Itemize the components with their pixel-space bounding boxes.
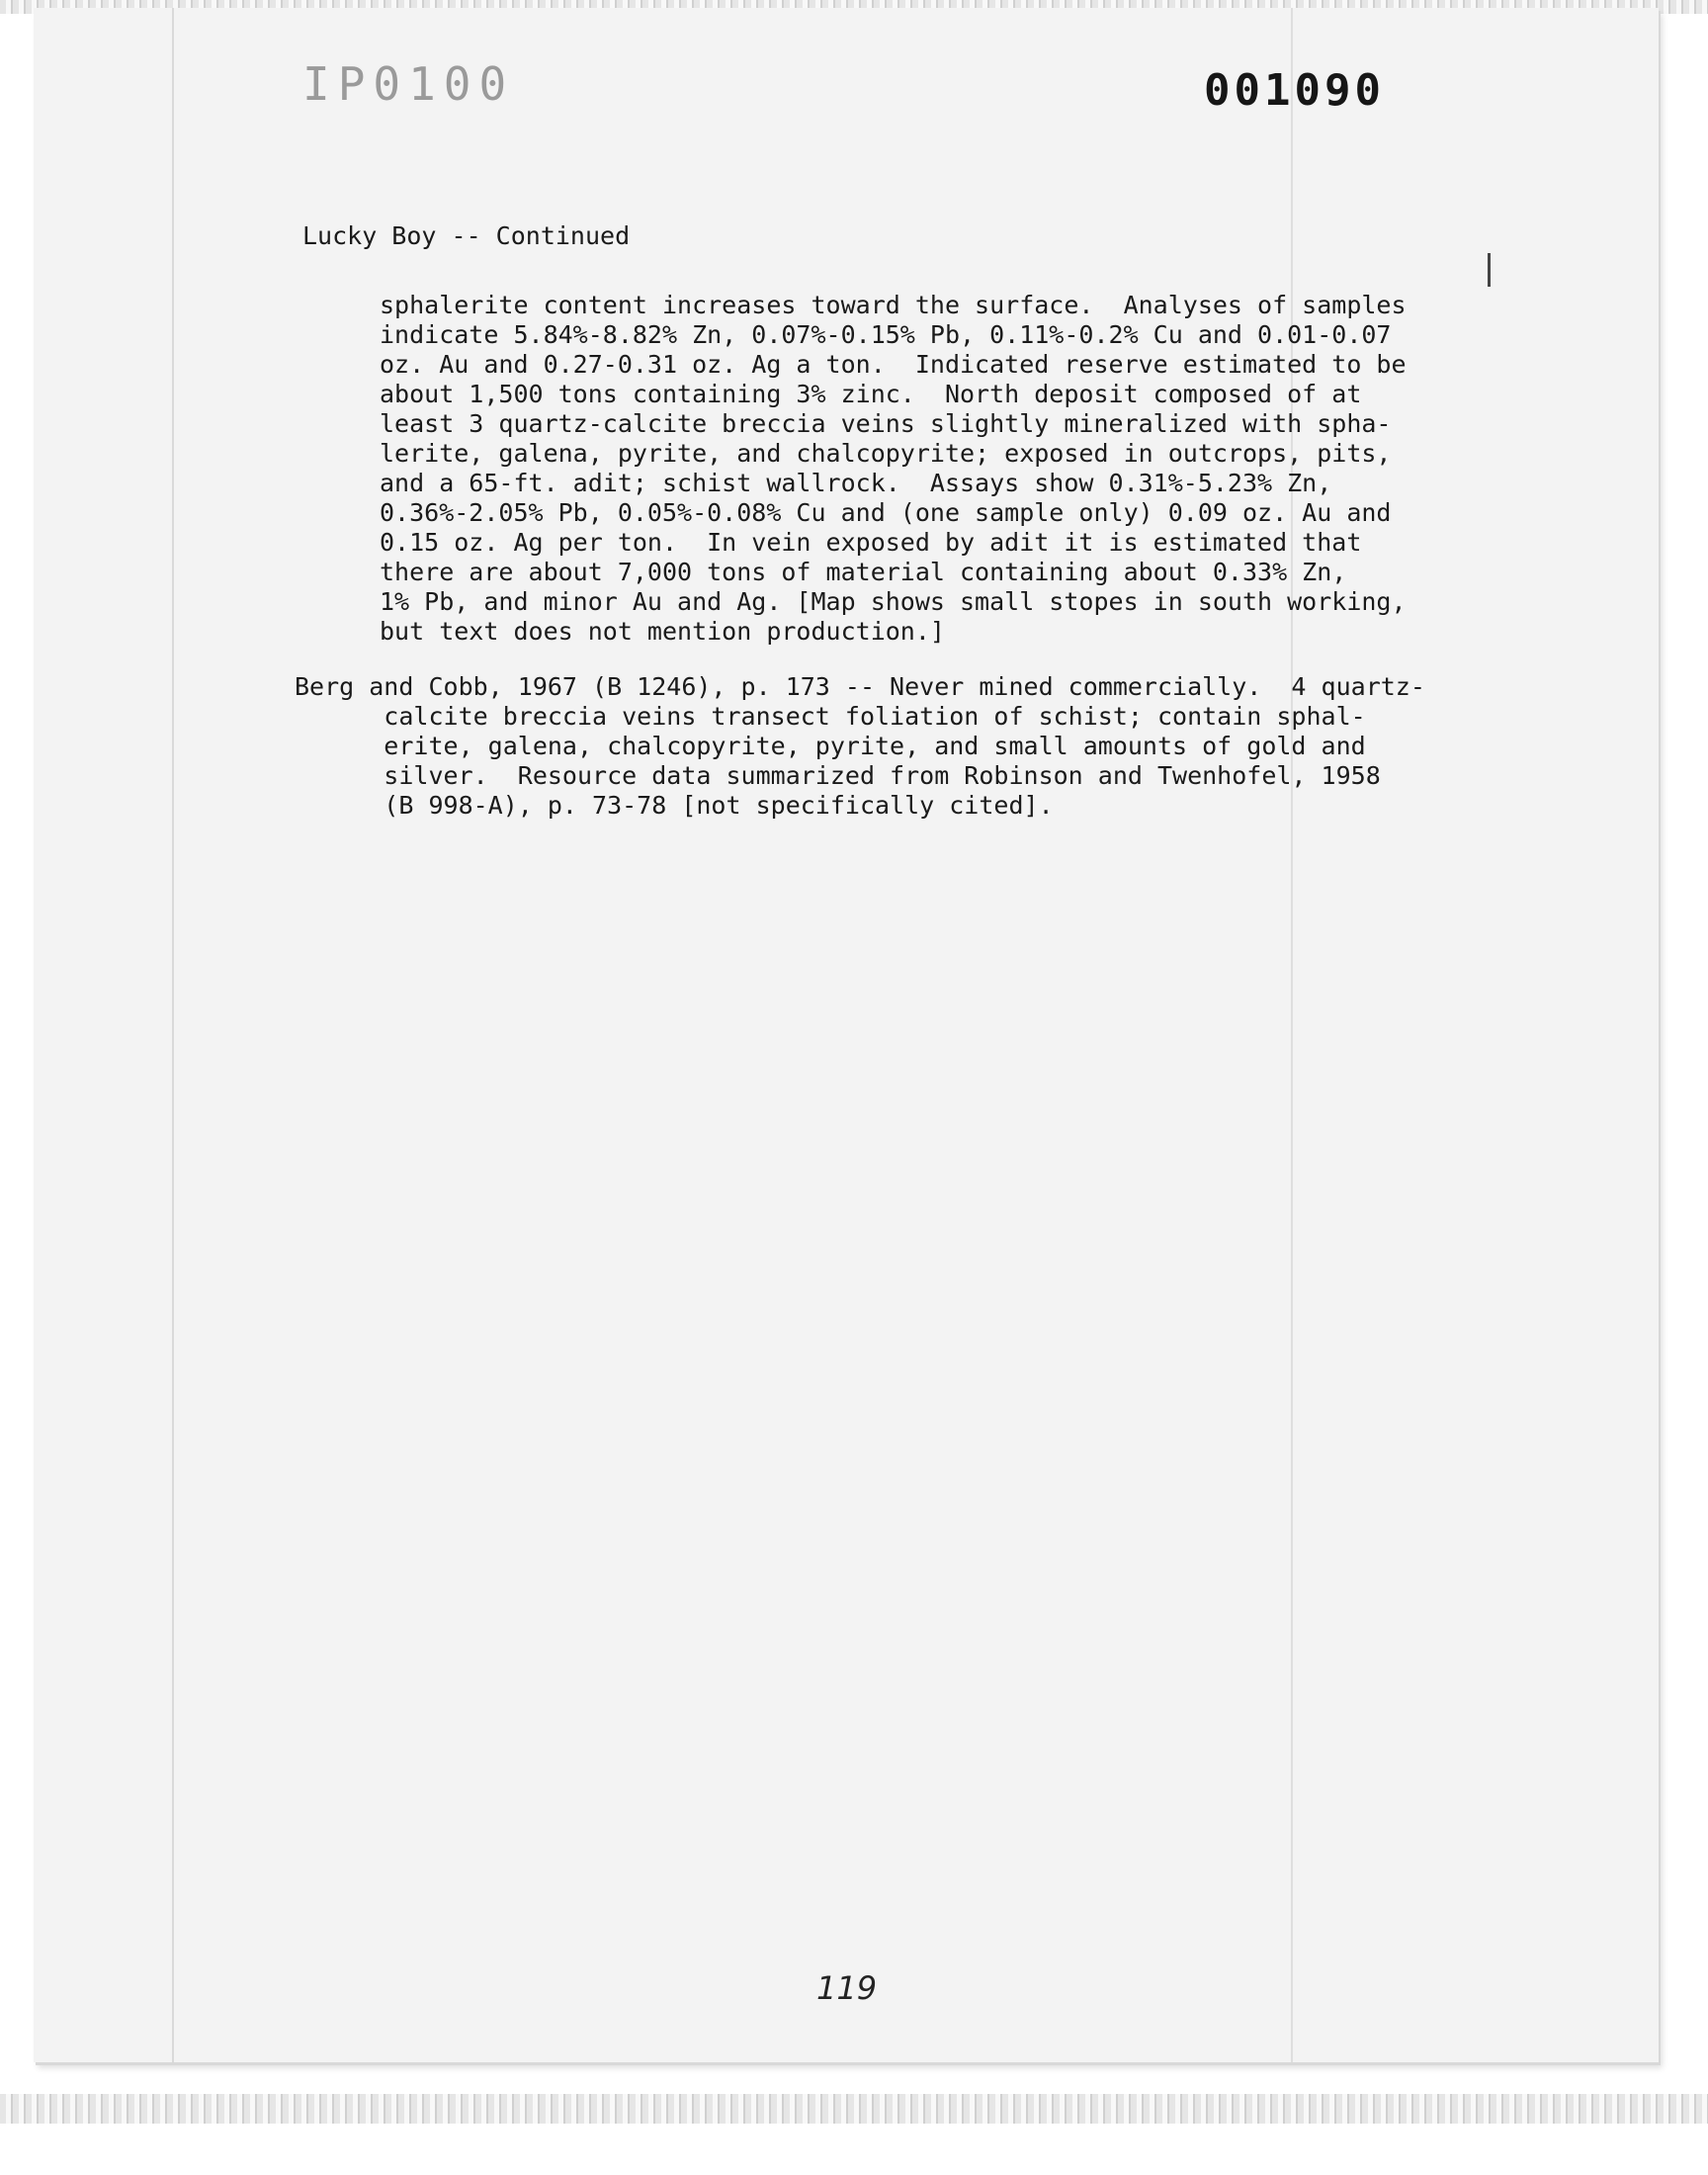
header-stamp-left: IP0100 bbox=[302, 57, 515, 111]
paragraph-continued: sphalerite content increases toward the surface. Analyses of samples indicate 5.84%-8.82% Zn, 0.07%-0.15% Pb, 0.11%-0.2% Cu and 0.01-0.07 oz. Au and 0.27-0.31 oz. Ag a ton. Indicated reserve estimated to be about 1,500 tons containing 3% zinc. North deposit composed of at least 3 quartz-calcite breccia veins slightly mineralized with spha- lerite, galena, pyrite, and chalcopyrite; exposed in outcrops, pits, and a 65-ft. adit; schist wallrock. Assays show 0.31%-5.23% Zn, 0.36%-2.05% Pb, 0.05%-0.08% Cu and (one sample only) 0.09 oz. Au and 0.15 oz. Ag per ton. In vein exposed by adit it is estimated that there are about 7,000 tons of material containing about 0.33% Zn, 1% Pb, and minor Au and Ag. [Map shows small stopes in south working, but text does not mention production.] bbox=[380, 291, 1407, 646]
page-number: 119 bbox=[816, 1969, 878, 2007]
header-stamp-right: 001090 bbox=[1204, 65, 1385, 116]
section-title: Lucky Boy -- Continued bbox=[302, 221, 631, 250]
fold-line-left bbox=[172, 8, 174, 2062]
margin-mark bbox=[1488, 253, 1491, 287]
scan-artifact-bottom bbox=[0, 2094, 1708, 2124]
paragraph-citation: Berg and Cobb, 1967 (B 1246), p. 173 -- Never mined commercially. 4 quartz- calcite breccia veins transect foliation of schist; contain sphal- erite, galena, chalcopyrite, pyrite, and small amounts of gold and silver. Resource data summarized from Robinson and Twenhofel, 1958 (B 998-A), p. 73-78 [not specifically cited]. bbox=[295, 672, 1425, 820]
